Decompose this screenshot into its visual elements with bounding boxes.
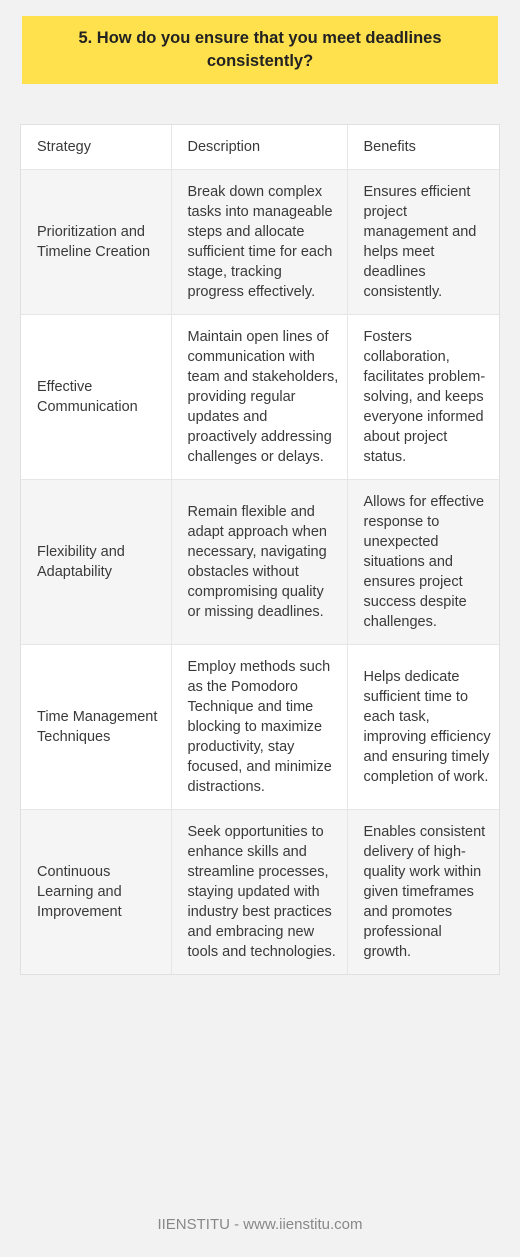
column-header-benefits: Benefits [347, 125, 499, 170]
benefits-cell: Allows for effective response to unexpected situations and ensures project success despite challenges. [347, 480, 499, 645]
benefits-cell: Helps dedicate sufficient time to each task, improving efficiency and ensuring timely completion of work. [347, 645, 499, 810]
description-cell: Break down complex tasks into manageable steps and allocate sufficient time for each stage, tracking progress effectively. [171, 170, 347, 315]
table-row [21, 810, 499, 975]
footer-credit: IIENSTITU - www.iienstitu.com [157, 1216, 363, 1233]
benefits-cell: Enables consistent delivery of high-quality work within given timeframes and promotes professional growth. [347, 810, 499, 975]
strategy-cell: Prioritization and Timeline Creation [21, 170, 171, 315]
strategy-cell: Continuous Learning and Improvement [21, 810, 171, 975]
table-row [21, 315, 499, 480]
description-cell: Seek opportunities to enhance skills and streamline processes, staying updated with industry best practices and embracing new tools and technologies. [171, 810, 347, 975]
column-header-description: Description [171, 125, 347, 170]
page-title: 5. How do you ensure that you meet deadlines consistently? [78, 29, 442, 70]
strategy-cell: Time Management Techniques [21, 645, 171, 810]
table-header-row [21, 125, 499, 170]
benefits-cell: Ensures efficient project management and helps meet deadlines consistently. [347, 170, 499, 315]
description-cell: Maintain open lines of communication with team and stakeholders, providing regular updates and proactively addressing challenges or delays. [171, 315, 347, 480]
table-row [21, 645, 499, 810]
benefits-cell: Fosters collaboration, facilitates problem-solving, and keeps everyone informed about project status. [347, 315, 499, 480]
description-cell: Employ methods such as the Pomodoro Technique and time blocking to maximize productivity, stay focused, and minimize distractions. [171, 645, 347, 810]
column-header-strategy: Strategy [21, 125, 171, 170]
strategy-table [20, 124, 500, 975]
description-cell: Remain flexible and adapt approach when necessary, navigating obstacles without compromising quality or missing deadlines. [171, 480, 347, 645]
strategy-cell: Flexibility and Adaptability [21, 480, 171, 645]
strategy-cell: Effective Communication [21, 315, 171, 480]
title-banner [22, 16, 498, 84]
table-row [21, 480, 499, 645]
table-row [21, 170, 499, 315]
